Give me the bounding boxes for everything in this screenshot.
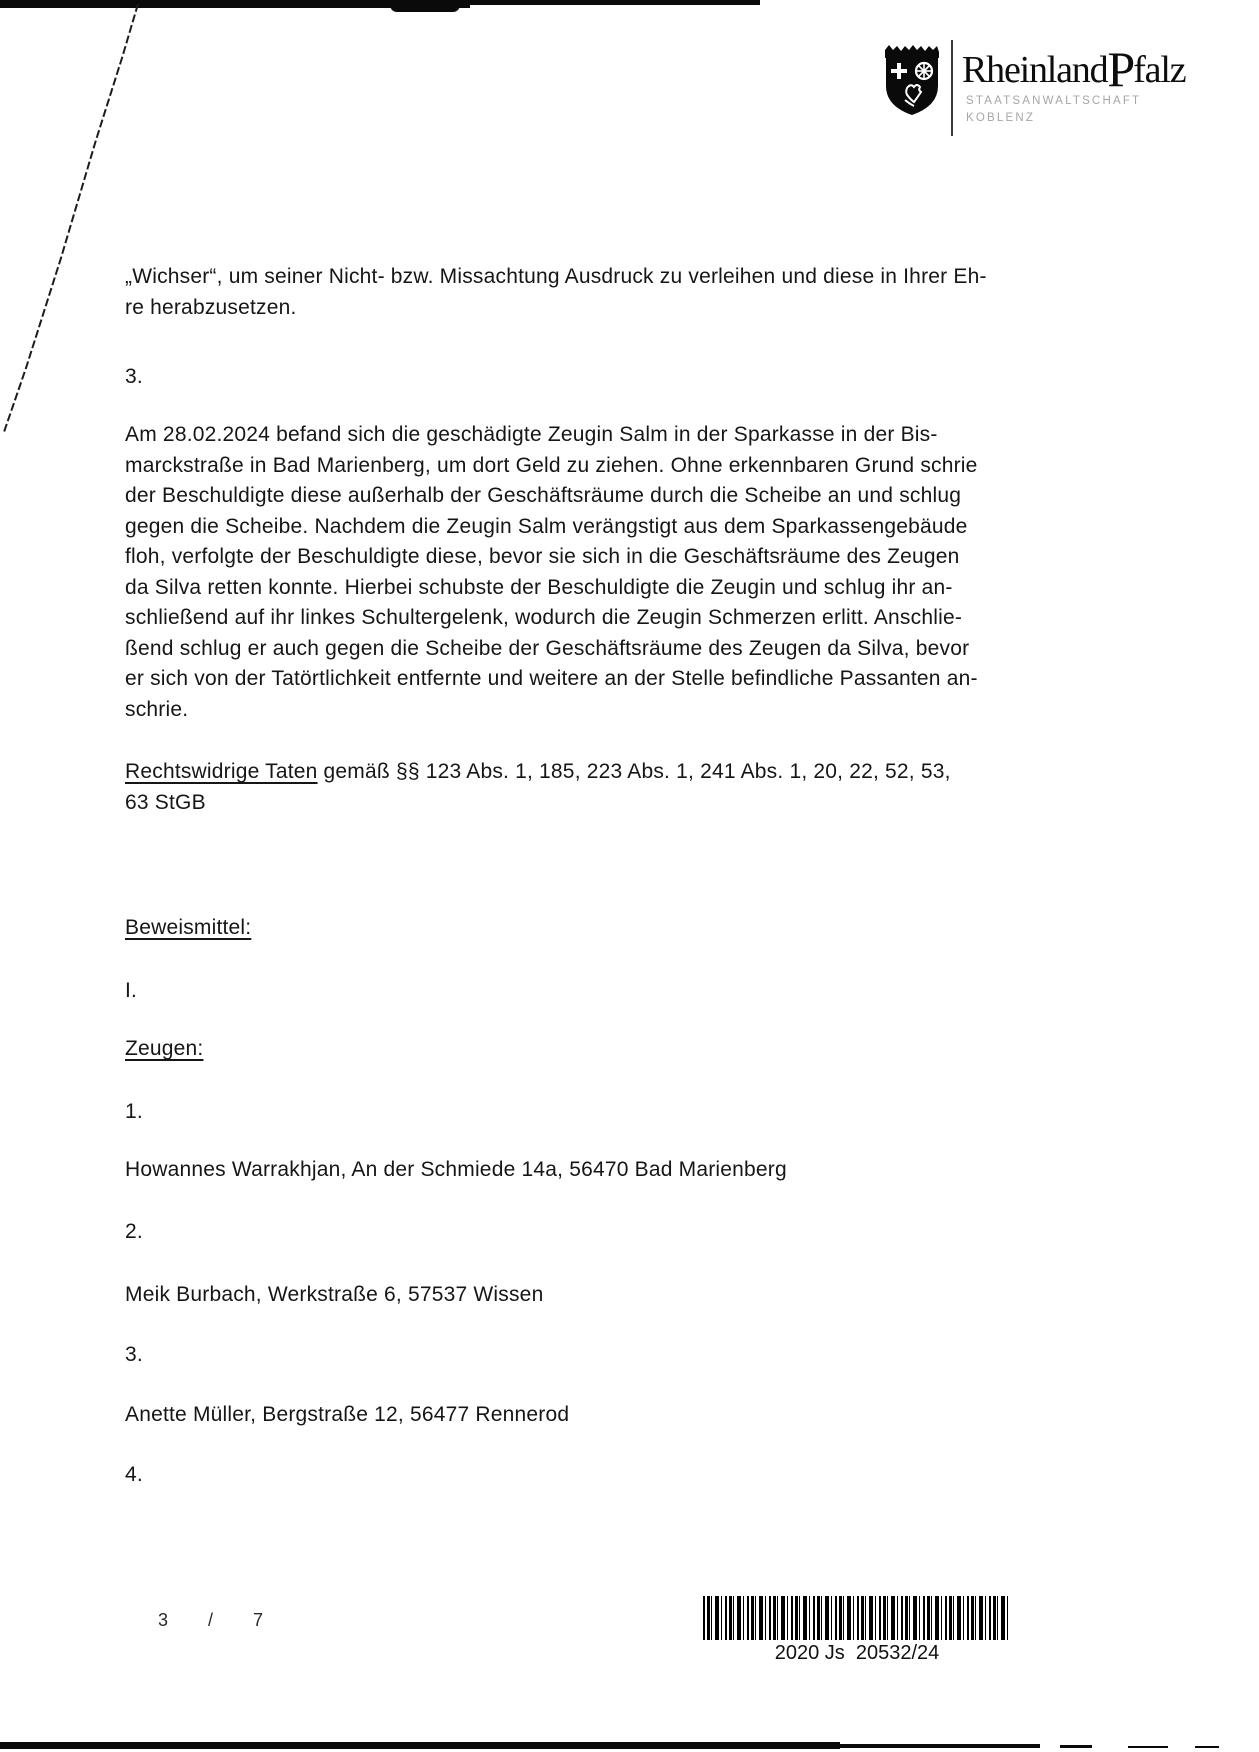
scan-artifact-top-blob [390,5,460,12]
narrative-line: Am 28.02.2024 befand sich die geschädigte Zeugin Salm in der Sparkasse in der Bis- [125,423,938,446]
letterhead-brand [962,36,1186,97]
witnesses-heading: Zeugen: [125,1037,204,1060]
witness-entry: Meik Burbach, Werkstraße 6, 57537 Wissen [125,1283,544,1306]
narrative-line: schrie. [125,697,189,721]
page-number: 3 / 7 [158,1610,274,1630]
narrative-line: da Silva retten konnte. Hierbei schubste der Beschuldigte die Zeugin und schlug ihr an- [125,575,953,599]
scan-artifact-bottom-edge [0,1742,840,1749]
scan-artifact-bottom-dash [1060,1745,1092,1748]
scan-artifact-bottom-dash [1128,1746,1168,1748]
witness-number: 4. [125,1463,143,1486]
narrative-line: schließend auf ihr linkes Schultergelenk, wodurch die Zeugin Schmerzen erlitt. Anschlie- [125,606,963,629]
letterhead-divider [951,40,953,136]
witness-entry: Anette Müller, Bergstraße 12, 56477 Rennerod [125,1403,570,1426]
offenses-heading: Rechtswidrige Taten [125,760,318,783]
scan-artifact-bottom-edge-2 [840,1744,1040,1748]
narrative-line: gegen die Scheibe. Nachdem die Zeugin Salm verängstigt aus dem Sparkassengebäude [125,514,968,538]
item-number: 3. [125,365,143,388]
scan-artifact-corner-crease [0,0,170,440]
case-number: 2020 Js 20532/24 [774,1642,940,1664]
brand-text-cap: P [1107,41,1134,97]
letterhead-org [966,93,1141,127]
witness-number: 2. [125,1220,143,1243]
witness-number: 1. [125,1100,143,1123]
rheinland-pfalz-coat-of-arms-icon [883,44,941,118]
offenses-line-2: 63 StGB [125,791,206,814]
witness-number: 3. [125,1343,143,1366]
narrative-line: ßend schlug er auch gegen die Scheibe der Geschäftsräume des Zeugen da Silva, bevor [125,636,970,660]
section-numeral: I. [125,979,138,1002]
scan-artifact-top-edge-2 [470,0,760,5]
narrative-line: der Beschuldigte diese außerhalb der Geschäftsräume durch die Scheibe an und schlug [125,484,962,507]
insult-paragraph-line: „Wichser“, um seiner Nicht- bzw. Missachtung Ausdruck zu verleihen und diese in Ihrer Eh- [125,265,987,288]
org-city: KOBLENZ [966,112,1036,124]
scan-artifact-bottom-dash [1195,1746,1219,1748]
brand-text-right: falz [1133,49,1186,91]
narrative-line: floh, verfolgte der Beschuldigte diese, bevor sie sich in die Geschäftsräume des Zeugen [125,545,960,568]
narrative-line: marckstraße in Bad Marienberg, um dort Geld zu ziehen. Ohne erkennbaren Grund schrie [125,453,978,477]
insult-paragraph-line: re herabzusetzen. [125,296,297,319]
org-name: STAATSANWALTSCHAFT [966,95,1142,107]
narrative-line: er sich von der Tatörtlichkeit entfernte und weitere an der Stelle befindliche Passanten an- [125,667,978,690]
evidence-heading: Beweismittel: [125,916,252,939]
offenses-line [125,757,951,788]
brand-text-left: Rheinland [962,49,1108,91]
witness-entry: Howannes Warrakhjan, An der Schmiede 14a, 56470 Bad Marienberg [125,1158,787,1181]
offenses-statutes: gemäß §§ 123 Abs. 1, 185, 223 Abs. 1, 241 Abs. 1, 20, 22, 52, 53, [317,760,951,783]
case-barcode [703,1596,1011,1640]
